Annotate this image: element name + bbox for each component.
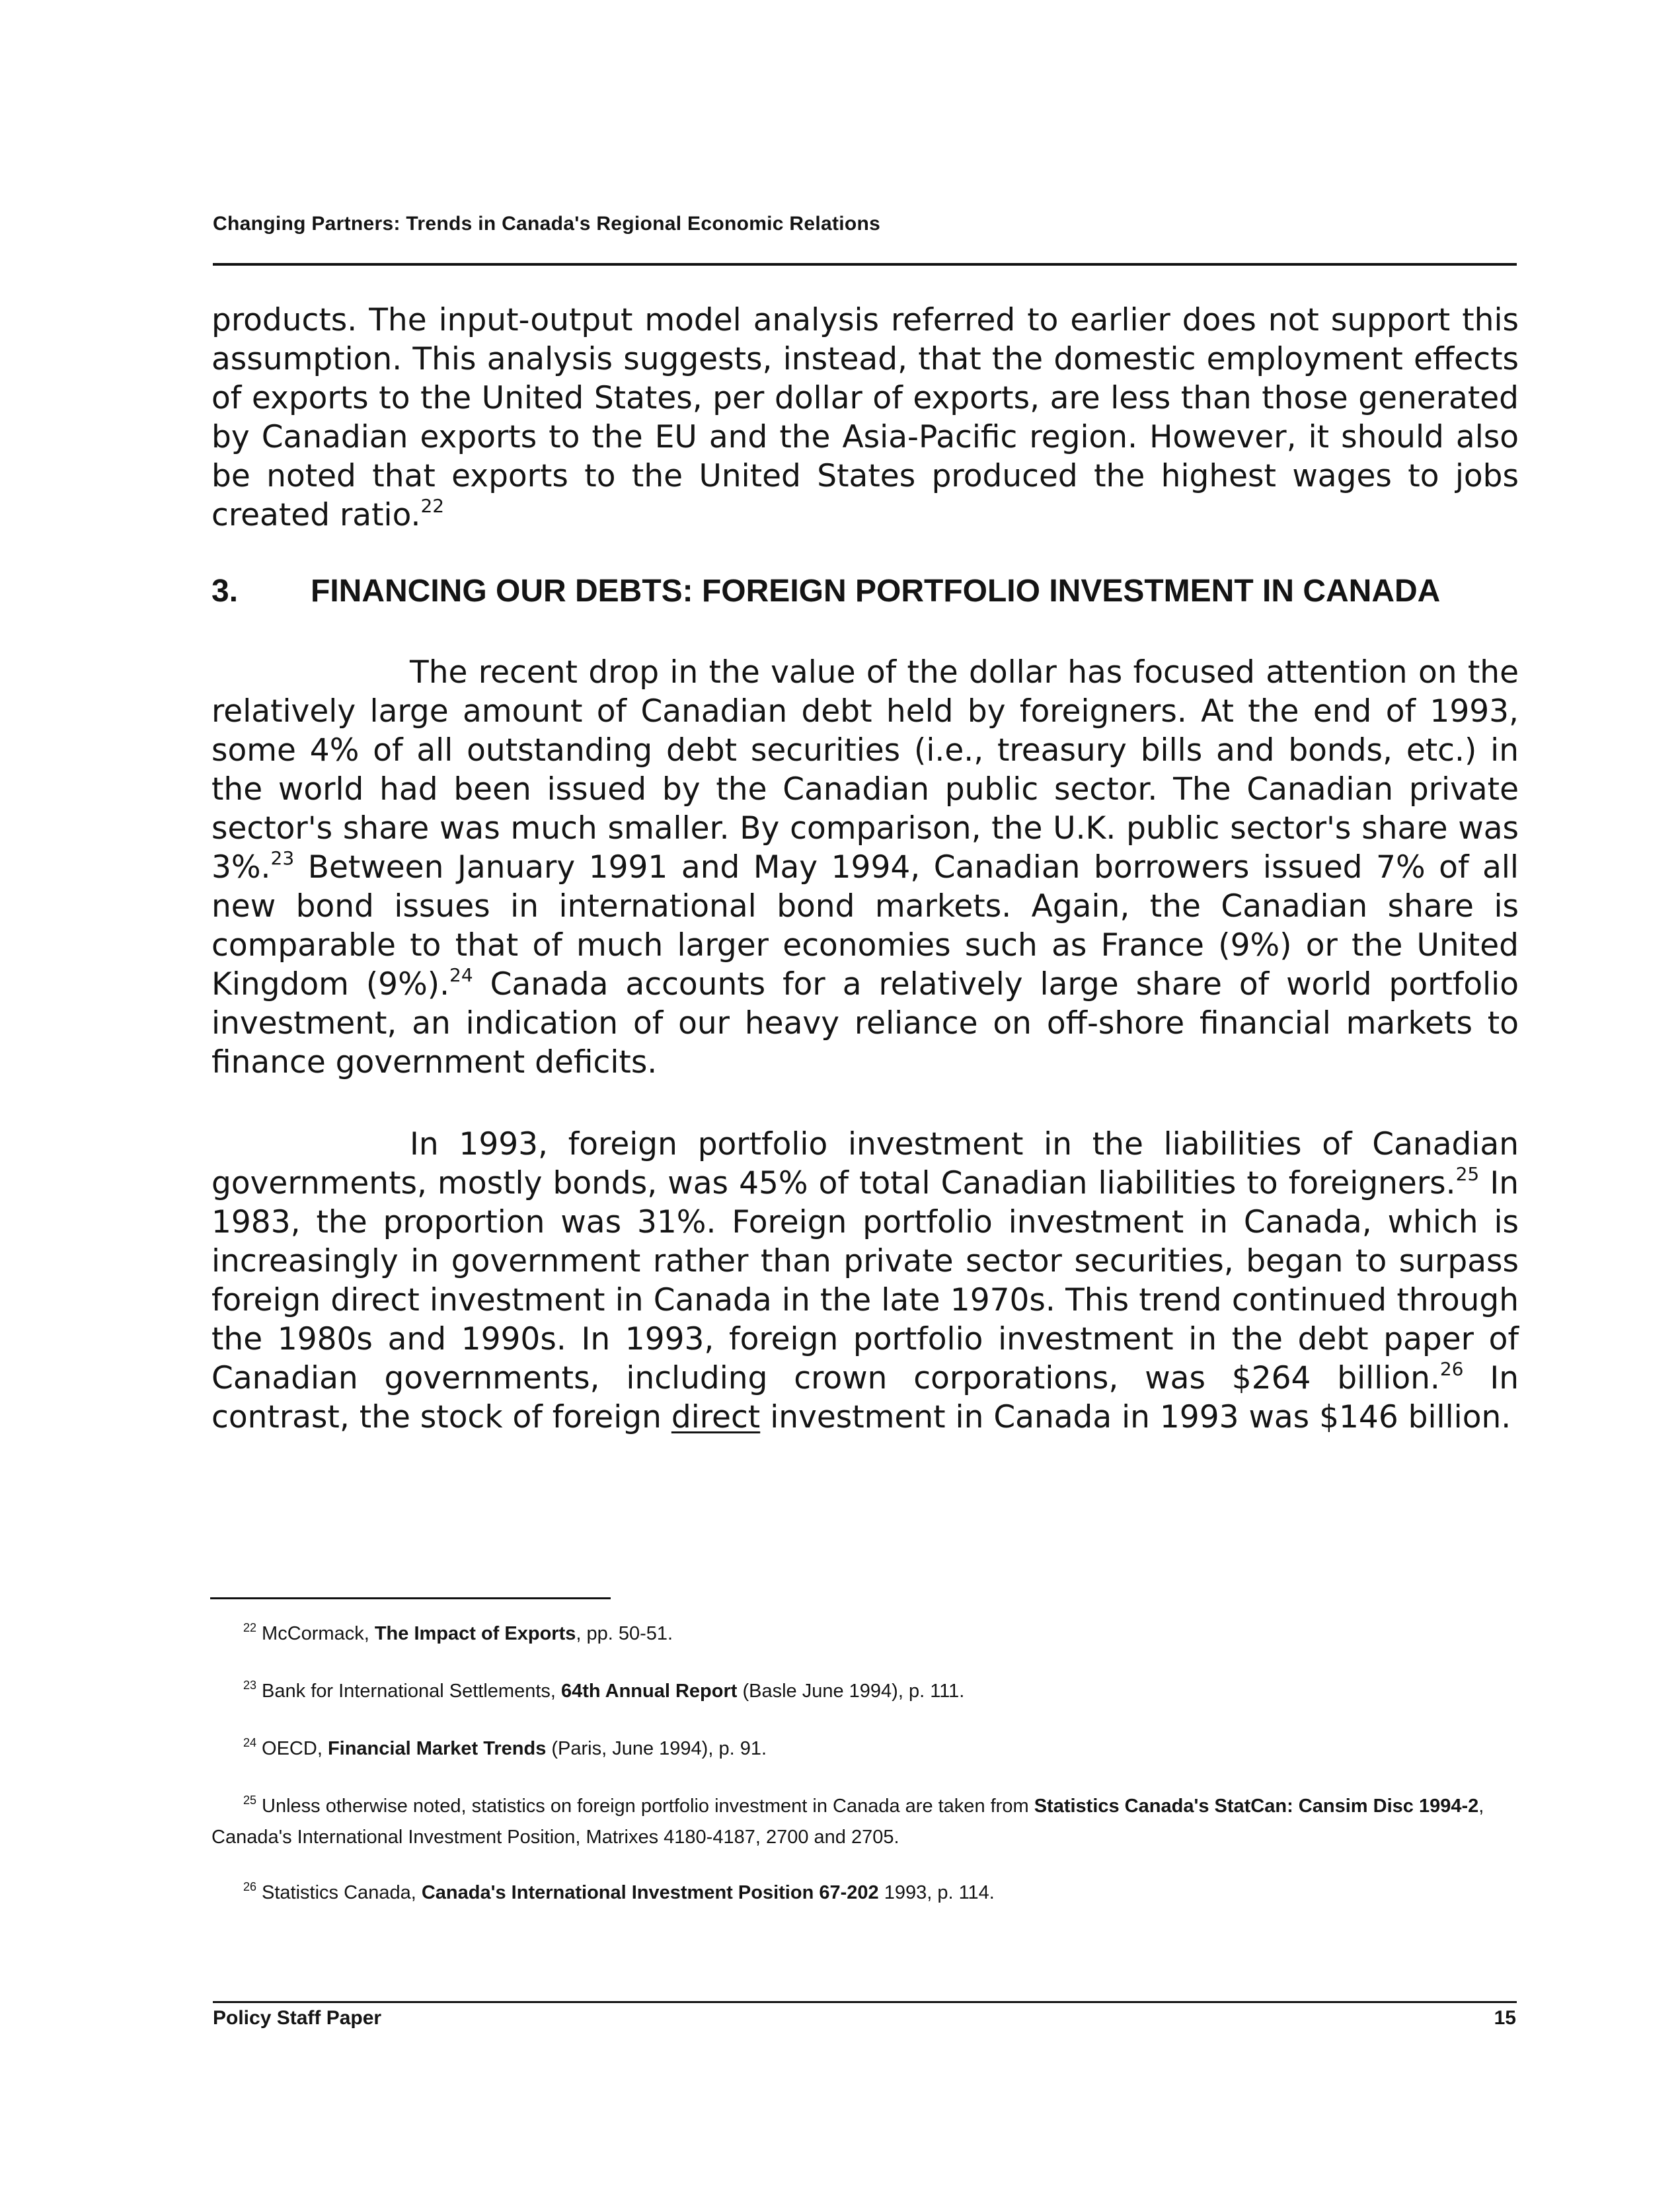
footnote-text: (Basle June 1994), p. 111. xyxy=(737,1681,965,1702)
section-heading xyxy=(211,573,1520,609)
footnote-text: Bank for International Settlements, xyxy=(262,1681,562,1702)
footnote-22 xyxy=(211,1619,1520,1650)
footnote-title: The Impact of Exports xyxy=(374,1623,576,1644)
paragraph-3-part-a: In 1993, foreign portfolio investment in the liabilities of Canadian governments, mostly bonds, was 45% of total Canadian liabilities to foreigners. xyxy=(211,1126,1519,1201)
page-number: 15 xyxy=(1494,2007,1516,2029)
paragraph-2 xyxy=(211,653,1519,1082)
footnote-title: Financial Market Trends xyxy=(327,1738,547,1759)
footer-rule xyxy=(213,2001,1517,2003)
footnote-ref-22: 22 xyxy=(420,495,445,517)
paragraph-1 xyxy=(211,301,1519,535)
footnote-text: , pp. 50-51. xyxy=(576,1623,673,1644)
paragraph-1-text: products. The input-output model analysis referred to earlier does not support this assumption. This analysis suggests, instead, that the domestic employment effects of exports to the United States, per dollar of exports, are less than those generated by Canadian exports to the EU and the Asia-Pacific region. However, it should also be noted that exports to the United States produced the highest wages to jobs created ratio. xyxy=(211,302,1519,533)
footnote-separator xyxy=(210,1597,611,1599)
footnote-text: OECD, xyxy=(262,1738,328,1759)
footnote-23 xyxy=(211,1677,1520,1708)
running-header: Changing Partners: Trends in Canada's Regional Economic Relations xyxy=(213,213,881,235)
footnote-25 xyxy=(211,1792,1520,1852)
footnote-26 xyxy=(211,1878,1520,1909)
footnote-24 xyxy=(211,1734,1520,1765)
footnote-title: 64th Annual Report xyxy=(561,1681,738,1702)
footnote-text: , Canada's International Investment Position, Matrixes 4180-4187, 2700 and 2705. xyxy=(211,1796,1484,1848)
footnote-ref-23: 23 xyxy=(270,847,295,869)
footer-title: Policy Staff Paper xyxy=(213,2007,382,2029)
paragraph-2-part-b: Between January 1991 and May 1994, Canadian borrowers issued 7% of all new bond issues in international bond markets. Again, the Canadian share is comparable to that of much larger economies such as France (9%) or the United Kingdom (9%). xyxy=(211,849,1519,1003)
footnote-number: 26 xyxy=(243,1880,257,1893)
section-title: FINANCING OUR DEBTS: FOREIGN PORTFOLIO INVESTMENT IN CANADA xyxy=(311,574,1441,609)
footnote-text: Unless otherwise noted, statistics on foreign portfolio investment in Canada are taken from xyxy=(262,1796,1034,1817)
header-rule xyxy=(213,263,1517,266)
footnote-text: (Paris, June 1994), p. 91. xyxy=(546,1738,767,1759)
paragraph-3-part-b: In 1983, the proportion was 31%. Foreign portfolio investment in Canada, which is increasingly in government rather than private sector securities, began to surpass foreign direct investment in Canada in the late 1970s. This trend continued through the 1980s and 1990s. In 1993, foreign portfolio investment in the debt paper of Canadian governments, including crown corporations, was $264 billion. xyxy=(211,1165,1519,1396)
footnote-title: Canada's International Investment Position 67-202 xyxy=(421,1882,879,1903)
footnote-number: 22 xyxy=(243,1621,257,1634)
paragraph-2-part-a: The recent drop in the value of the dollar has focused attention on the relatively large amount of Canadian debt held by foreigners. At the end of 1993, some 4% of all outstanding debt securities (i.e., treasury bills and bonds, etc.) in the world had been issued by the Canadian public sector. The Canadian private sector's share was much smaller. By comparison, the U.K. public sector's share was 3%. xyxy=(211,654,1519,886)
footnote-ref-24: 24 xyxy=(449,964,473,986)
paragraph-3-part-d: investment in Canada in 1993 was $146 billion. xyxy=(770,1399,1511,1435)
footnote-text: Statistics Canada, xyxy=(262,1882,422,1903)
footnote-number: 24 xyxy=(243,1736,257,1749)
footnote-ref-25: 25 xyxy=(1455,1163,1480,1185)
underlined-word: direct xyxy=(671,1399,761,1435)
section-number: 3. xyxy=(211,574,239,609)
footnote-number: 23 xyxy=(243,1679,257,1692)
paragraph-3 xyxy=(211,1125,1519,1437)
footnote-number: 25 xyxy=(243,1794,257,1807)
paragraph-2-part-c: Canada accounts for a relatively large share of world portfolio investment, an indication of our heavy reliance on off-shore financial markets to finance government deficits. xyxy=(211,966,1519,1081)
footnote-ref-26: 26 xyxy=(1439,1358,1464,1380)
footnote-text: McCormack, xyxy=(262,1623,375,1644)
footnotes xyxy=(211,1619,1520,1936)
running-footer xyxy=(213,2007,1516,2029)
paragraph-3-part-c: In contrast, the stock of foreign xyxy=(211,1360,1519,1435)
footnote-title: Statistics Canada's StatCan: Cansim Disc 1994-2 xyxy=(1034,1796,1479,1817)
footnote-text: 1993, p. 114. xyxy=(878,1882,995,1903)
